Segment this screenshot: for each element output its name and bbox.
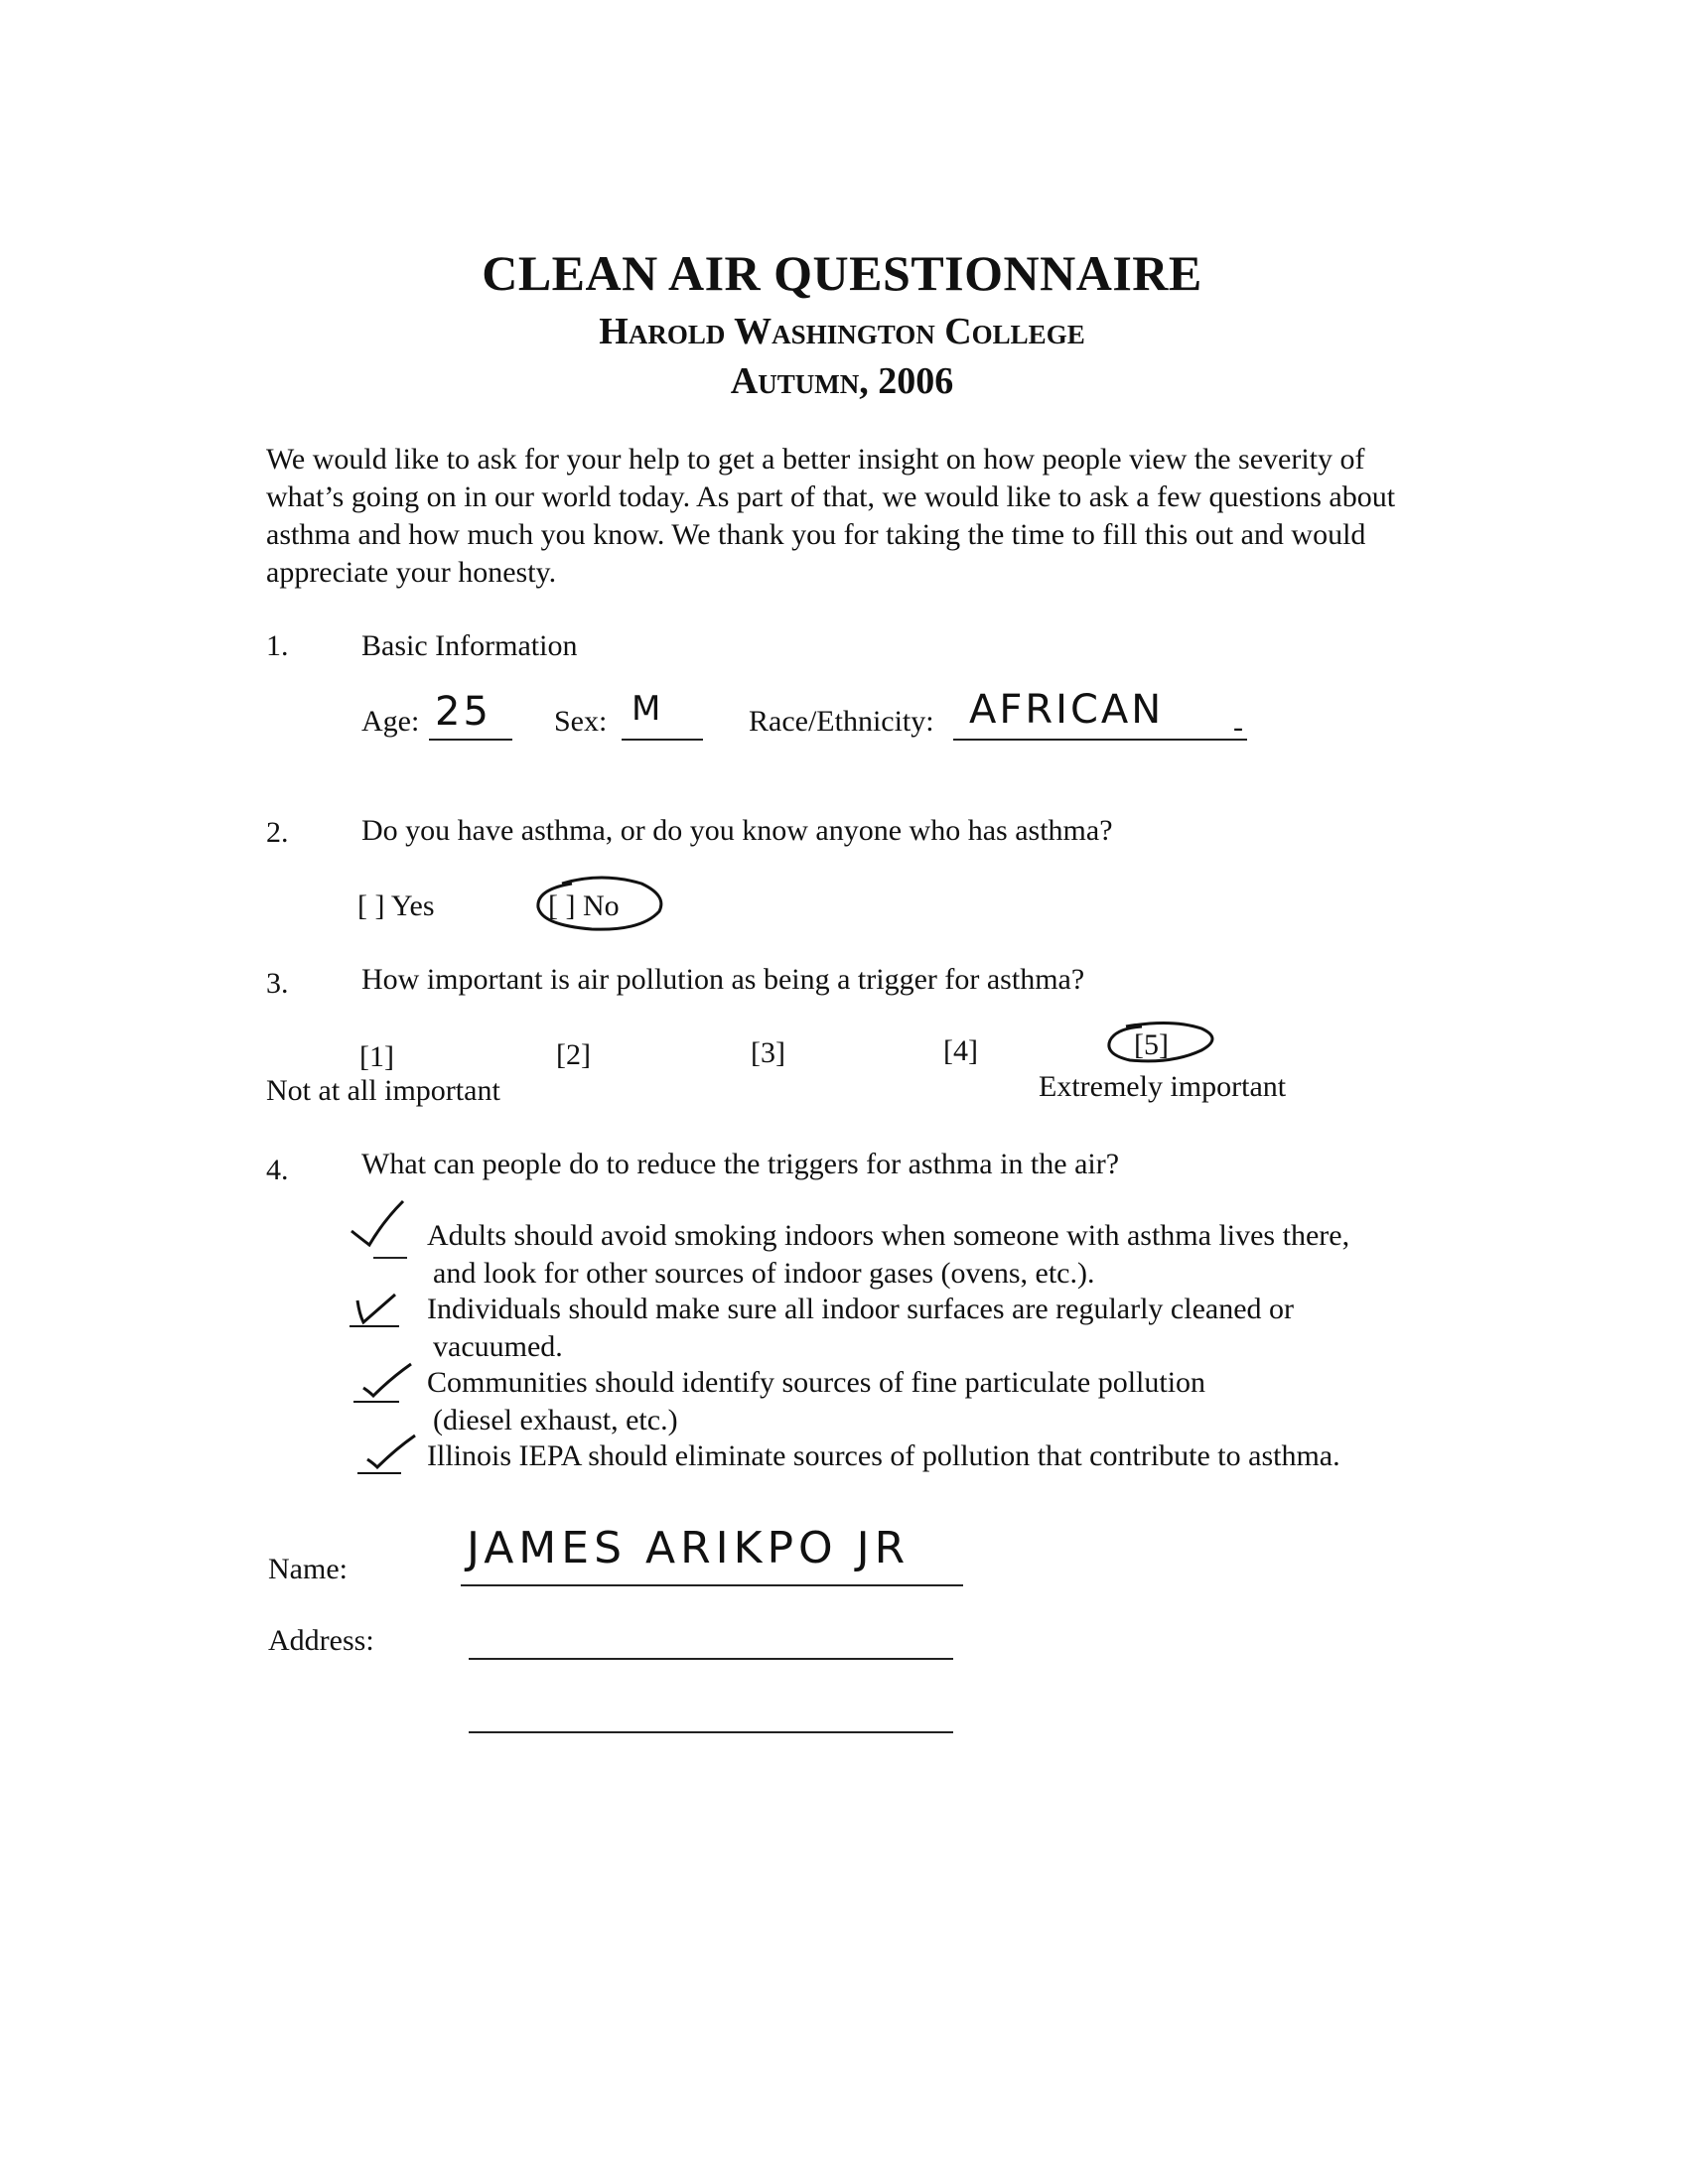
q3-number: 3.	[266, 967, 289, 1000]
q4-item-4-checkmark[interactable]	[355, 1433, 421, 1477]
q3-option-1[interactable]: [1]	[359, 1040, 394, 1073]
q2-text: Do you have asthma, or do you know anyone who has asthma?	[361, 814, 1113, 847]
q4-item-3-line1: Communities should identify sources of fine particulate pollution	[427, 1366, 1206, 1399]
q2-option-no[interactable]: [ ] No	[548, 889, 620, 922]
age-line	[429, 739, 512, 741]
q4-item-2-checkmark[interactable]	[350, 1291, 409, 1330]
college-name: Harold Washington College	[599, 311, 1085, 352]
q3-high-label: Extremely important	[1039, 1070, 1287, 1103]
address-line-1[interactable]	[469, 1658, 953, 1660]
age-value[interactable]: 25	[435, 689, 491, 735]
q3-option-4[interactable]: [4]	[943, 1034, 978, 1067]
race-trailing-mark: -	[1233, 711, 1243, 744]
q4-number: 4.	[266, 1154, 289, 1186]
q1-label: Basic Information	[361, 629, 578, 662]
q4-item-2-line2: vacuumed.	[433, 1330, 563, 1363]
q4-item-2-line1: Individuals should make sure all indoor surfaces are regularly cleaned or	[427, 1293, 1295, 1325]
q4-text: What can people do to reduce the triggers for asthma in the air?	[361, 1148, 1120, 1180]
q3-text: How important is air pollution as being a trigger for asthma?	[361, 963, 1085, 996]
q4-item-1-line2: and look for other sources of indoor gases (ovens, etc.).	[433, 1257, 1095, 1290]
term: Autumn, 2006	[730, 360, 954, 402]
sex-line	[622, 739, 703, 741]
sex-label: Sex:	[554, 705, 608, 738]
form-title: CLEAN AIR QUESTIONNAIRE	[482, 245, 1202, 301]
q3-option-2[interactable]: [2]	[556, 1038, 591, 1071]
race-line	[953, 739, 1247, 741]
q4-item-4-line1: Illinois IEPA should eliminate sources of pollution that contribute to asthma.	[427, 1439, 1340, 1472]
q3-option-5[interactable]: [5]	[1134, 1028, 1169, 1061]
q3-selection-circle	[1102, 1021, 1221, 1070]
q4-item-1-line1: Adults should avoid smoking indoors when someone with asthma lives there,	[427, 1219, 1350, 1252]
age-label: Age:	[361, 705, 420, 738]
q2-number: 2.	[266, 816, 289, 849]
q3-option-3[interactable]: [3]	[751, 1036, 785, 1069]
address-line-2[interactable]	[469, 1731, 953, 1733]
intro-paragraph: We would like to ask for your help to get a better insight on how people view the severity of what’s going on in our world today. As part of that, we would like to ask a few questions about asthma and how much you know. We thank you for taking the time to fill this out and would appreciate your honesty.	[266, 443, 1396, 589]
name-label: Name:	[268, 1553, 348, 1585]
name-value[interactable]: JAMES ARIKPO JR	[467, 1523, 911, 1573]
q2-selection-circle	[532, 874, 671, 937]
sex-value[interactable]: M	[632, 689, 664, 729]
race-value[interactable]: AFRICAN	[969, 687, 1165, 733]
q2-option-yes[interactable]: [ ] Yes	[357, 889, 435, 922]
q4-item-3-line2: (diesel exhaust, etc.)	[433, 1404, 678, 1436]
q4-item-1-line	[373, 1257, 407, 1259]
q4-item-3-checkmark[interactable]	[351, 1362, 417, 1406]
q1-number: 1.	[266, 629, 289, 662]
q4-item-1-checkmark[interactable]	[348, 1199, 407, 1255]
race-label: Race/Ethnicity:	[749, 705, 934, 738]
address-label: Address:	[268, 1624, 374, 1657]
q3-low-label: Not at all important	[266, 1074, 500, 1107]
name-line	[461, 1584, 963, 1586]
